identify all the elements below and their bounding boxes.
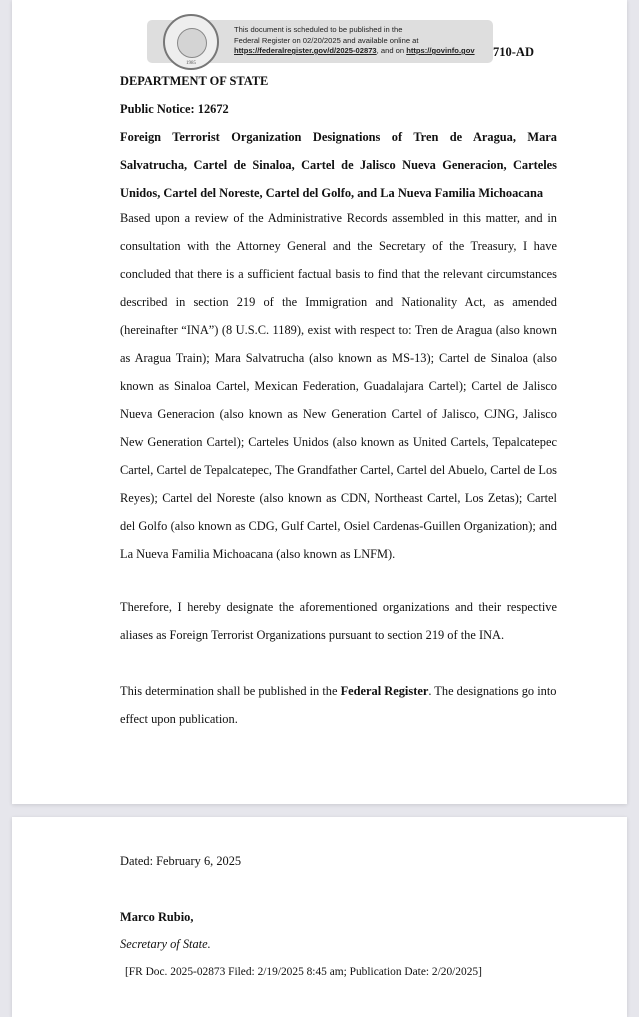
signer-name: Marco Rubio, — [120, 910, 194, 924]
dated-line: Dated: February 6, 2025 — [120, 854, 242, 868]
rin-number: 710-AD — [493, 45, 534, 59]
fr-doc-line: [FR Doc. 2025-02873 Filed: 2/19/2025 8:45 am; Publication Date: 2/20/2025] — [125, 966, 482, 978]
govinfo-link[interactable]: https://govinfo.gov — [406, 46, 475, 55]
federalregister-link[interactable]: https://federalregister.gov/d/2025-02873 — [234, 46, 377, 55]
paragraph-findings: Based upon a review of the Administrative Records assembled in this matter, and in consultation with the Attorney General and the Secretary of the Treasury, I have concluded that there is a sufficient factual basis to find that the relevant circumstances described in section 219 of the Immigration and Nationality Act, as amended (hereinafter “INA”) (8 U.S.C. 1189), exist with respect to: Tren de Aragua (also known as Aragua Train); Mara Salvatrucha (also known as MS-13); Cartel de Sinaloa (also known as Sinaloa Cartel, Mexican Federation, Guadalajara Cartel); Cartel de Jalisco Nueva Generacion (also known as New Generation Cartel of Jalisco, CJNG, Jalisco New Generation Cartel); Carteles Unidos (also known as United Cartels, Tepalcatepec Cartel, Cartel de Tepalcatepec, The Grandfather Cartel, Cartel del Abuelo, Cartel de Los Reyes); Cartel del Noreste (also known as CDN, Northeast Cartel, Los Zetas); Cartel del Golfo (also known as CDG, Gulf Cartel, Osiel Cardenas-Guillen Organization); and La Nueva Familia Michoacana (also known as LNFM). — [120, 211, 557, 561]
banner-line-1: This document is scheduled to be published in the — [234, 25, 403, 34]
banner-text — [234, 25, 475, 57]
para3-text-a: This determination shall be published in the — [120, 684, 341, 698]
national-archives-seal-icon — [163, 14, 219, 70]
para3-federal-register: Federal Register — [340, 684, 429, 698]
banner-mid: , and on — [376, 46, 407, 55]
paragraph-designation: Therefore, I hereby designate the aforementioned organizations and their respective aliases as Foreign Terrorist Organizations pursuant to section 219 of the INA. — [120, 600, 557, 642]
signer-title: Secretary of State. — [120, 937, 211, 951]
para3-text-c: . The designations go into effect upon publication. — [120, 684, 557, 726]
public-notice-number: Public Notice: 12672 — [120, 102, 229, 116]
seal-year: 1985 — [186, 61, 196, 66]
document-title: Foreign Terrorist Organization Designations of Tren de Aragua, Mara Salvatrucha, Cartel de Sinaloa, Cartel de Jalisco Nueva Generacion, Carteles Unidos, Cartel del Noreste, Cartel del Golfo, and La Nueva Familia Michoacana — [120, 130, 557, 200]
agency-heading: DEPARTMENT OF STATE — [120, 74, 269, 88]
paragraph-publication — [120, 677, 557, 733]
banner-line-2: Federal Register on 02/20/2025 and available online at — [234, 35, 419, 45]
